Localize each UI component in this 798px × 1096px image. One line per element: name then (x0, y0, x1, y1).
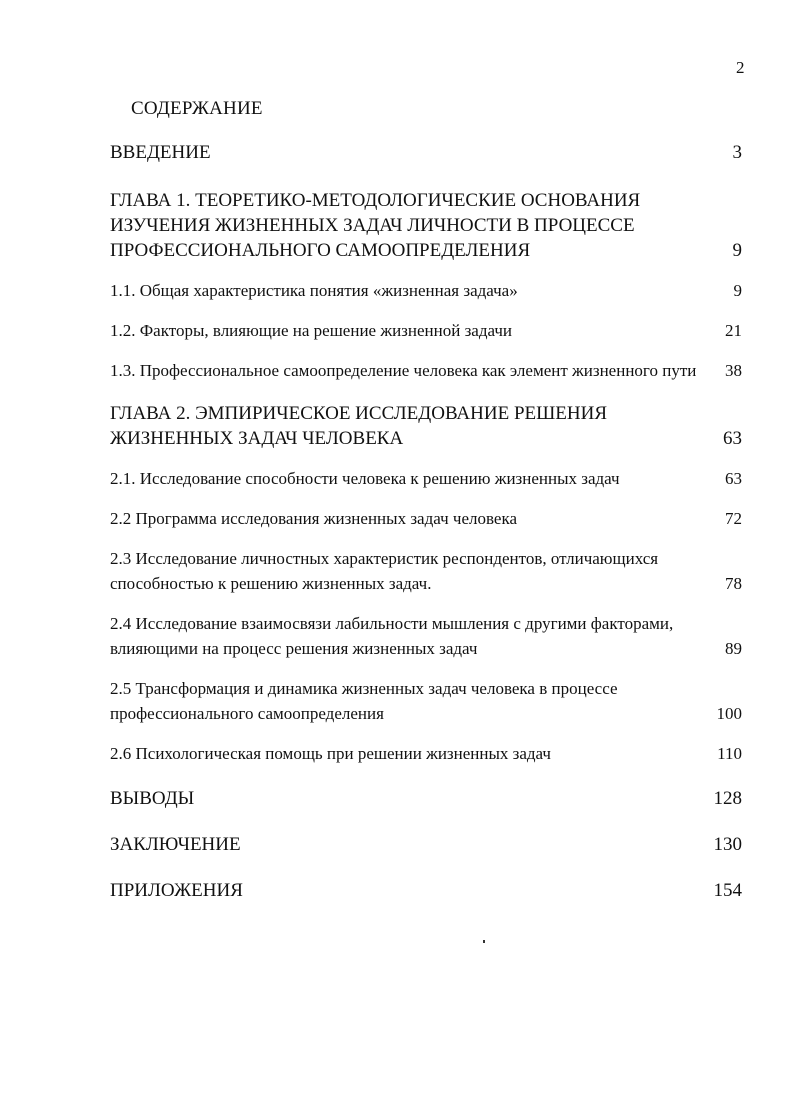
toc-entry-page: 78 (725, 574, 742, 593)
toc-entry-appendices (110, 878, 742, 904)
toc-entry-page: 89 (725, 639, 742, 658)
toc-entry-text: 2.2 Программа исследования жизненных задач человека (110, 509, 517, 528)
toc-entry-page: 72 (725, 509, 742, 528)
toc-entry-page: 9 (732, 240, 742, 261)
toc-entry-introduction (110, 140, 742, 166)
toc-entry-page: 21 (725, 321, 742, 340)
toc-entry-2-6 (110, 741, 742, 766)
toc-entry-chapter-1 (110, 188, 742, 263)
toc-entry-1-2 (110, 318, 742, 343)
toc-entry-2-4 (110, 611, 742, 661)
toc-entry-1-1 (110, 278, 742, 303)
toc-entry-page: 110 (717, 744, 742, 763)
toc-entry-page: 130 (713, 834, 742, 855)
toc-entry-text: 1.3. Профессиональное самоопределение человека как элемент жизненного пути (110, 361, 697, 380)
toc-entry-1-3 (110, 358, 742, 383)
toc-entry-2-3 (110, 546, 742, 596)
toc-entry-page: 100 (716, 704, 742, 723)
toc-entry-text: ГЛАВА 1. ТЕОРЕТИКО-МЕТОДОЛОГИЧЕСКИЕ ОСНОВАНИЯ ИЗУЧЕНИЯ ЖИЗНЕННЫХ ЗАДАЧ ЛИЧНОСТИ В ПРОЦЕССЕ ПРОФЕССИОНАЛЬНОГО САМООПРЕДЕЛЕНИЯ (110, 190, 641, 261)
toc-entry-text: 2.6 Психологическая помощь при решении жизненных задач (110, 744, 551, 763)
toc-entry-text: ВЫВОДЫ (110, 788, 195, 809)
toc-entry-text: 2.4 Исследование взаимосвязи лабильности мышления с другими факторами, влияющими на процесс решения жизненных задач (110, 614, 674, 658)
toc-entry-text: 1.1. Общая характеристика понятия «жизненная задача» (110, 281, 518, 300)
toc-entry-text: 1.2. Факторы, влияющие на решение жизненной задачи (110, 321, 513, 340)
toc-entry-final (110, 832, 742, 858)
toc-entry-page: 63 (723, 428, 742, 449)
toc-entry-text: 2.1. Исследование способности человека к решению жизненных задач (110, 469, 620, 488)
toc-entry-text: ВВЕДЕНИЕ (110, 142, 211, 163)
toc-entry-page: 9 (733, 281, 742, 300)
toc-title: СОДЕРЖАНИЕ (131, 98, 263, 119)
toc-entry-chapter-2 (110, 401, 742, 451)
toc-entry-text: 2.3 Исследование личностных характеристик респондентов, отличающихся способностью к решению жизненных задач. (110, 549, 659, 593)
toc-entry-2-2 (110, 506, 742, 531)
page-number: 2 (736, 58, 745, 77)
toc-entry-page: 128 (713, 788, 742, 809)
scan-speck (483, 940, 485, 943)
toc-entry-text: ГЛАВА 2. ЭМПИРИЧЕСКОЕ ИССЛЕДОВАНИЕ РЕШЕНИЯ ЖИЗНЕННЫХ ЗАДАЧ ЧЕЛОВЕКА (110, 403, 608, 449)
table-of-contents (110, 140, 742, 904)
toc-entry-page: 63 (725, 469, 742, 488)
toc-entry-page: 38 (725, 361, 742, 380)
toc-entry-conclusions (110, 786, 742, 812)
toc-entry-text: ПРИЛОЖЕНИЯ (110, 880, 243, 901)
toc-entry-2-1 (110, 466, 742, 491)
toc-entry-page: 3 (732, 142, 742, 163)
toc-entry-text: 2.5 Трансформация и динамика жизненных задач человека в процессе профессионального самоопределения (110, 679, 618, 723)
toc-entry-page: 154 (713, 880, 742, 901)
toc-entry-2-5 (110, 676, 742, 726)
toc-entry-text: ЗАКЛЮЧЕНИЕ (110, 834, 241, 855)
